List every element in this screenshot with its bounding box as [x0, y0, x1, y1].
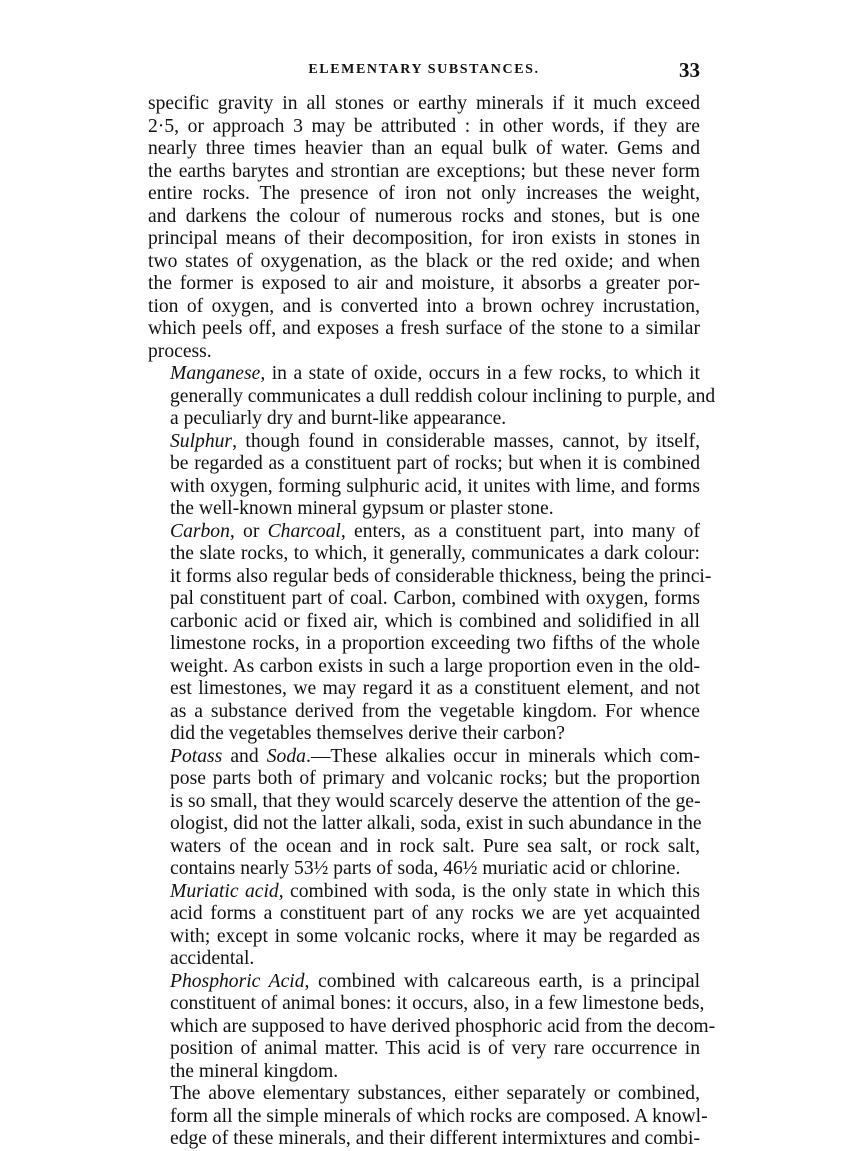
paragraph — [148, 93, 700, 363]
paragraph — [148, 1083, 708, 1151]
text-line — [148, 903, 700, 926]
text-line — [148, 431, 700, 454]
text-line — [148, 206, 700, 229]
text-segment: a peculiarly dry and burnt-like appearance. — [170, 408, 507, 429]
text-segment: , in a state of oxide, occurs in a few rocks, to which it — [260, 363, 700, 384]
text-line — [148, 341, 700, 364]
text-line — [148, 971, 700, 994]
text-line — [148, 183, 700, 206]
text-line — [148, 453, 700, 476]
text-segment: accidental. — [170, 948, 255, 969]
text-segment: constituent of animal bones: it occurs, also, in a few limestone beds, — [170, 993, 705, 1014]
text-line — [148, 318, 700, 341]
italic-term: Soda — [266, 745, 306, 767]
text-segment: the well-known mineral gypsum or plaster stone. — [170, 498, 554, 519]
text-line — [148, 588, 700, 611]
text-line — [148, 385, 716, 409]
text-line — [148, 948, 700, 971]
paragraph — [148, 881, 700, 971]
text-segment: did the vegetables themselves derive their carbon? — [170, 723, 565, 744]
running-title: ELEMENTARY SUBSTANCES. — [308, 62, 540, 77]
text-line — [148, 296, 700, 319]
text-line — [148, 1015, 716, 1039]
text-segment: The above elementary substances, either separately or combined, — [170, 1083, 700, 1104]
text-segment: form all the simple minerals of which rocks are composed. A knowl- — [170, 1105, 708, 1127]
text-segment: the mineral kingdom. — [170, 1060, 339, 1082]
italic-term: Charcoal — [267, 520, 341, 542]
text-line — [148, 476, 700, 499]
text-segment: principal means of their decomposition, for iron exists in stones in — [148, 228, 700, 249]
text-line — [148, 161, 700, 184]
text-segment: entire rocks. The presence of iron not only increases the weight, — [148, 183, 700, 204]
text-line — [148, 813, 700, 836]
text-segment: .—These alkalies occur in minerals which com- — [305, 745, 700, 767]
text-segment: est limestones, we may regard it as a constituent element, and not — [170, 678, 700, 699]
text-segment: as a substance derived from the vegetable kingdom. For whence — [170, 700, 700, 722]
text-segment: contains nearly 53½ parts of soda, 46½ muriatic acid or chlorine. — [170, 858, 681, 879]
text-line — [148, 836, 700, 859]
running-head — [148, 58, 700, 88]
italic-term: Muriatic acid — [170, 880, 279, 902]
text-line — [148, 926, 700, 949]
text-line — [148, 273, 700, 296]
paragraph — [148, 970, 716, 1084]
text-segment: waters of the ocean and in rock salt. Pure sea salt, or rock salt, — [170, 835, 700, 857]
text-line — [148, 565, 712, 589]
text-line — [148, 746, 700, 769]
text-segment: pal constituent part of coal. Carbon, combined with oxygen, forms — [170, 588, 700, 609]
body-text — [148, 93, 716, 1151]
text-segment: ologist, did not the latter alkali, soda, exist in such abundance in the — [170, 813, 702, 834]
text-line — [148, 498, 700, 521]
text-line — [148, 678, 700, 701]
text-segment: , enters, as a constituent part, into many of — [340, 520, 700, 542]
text-segment: position of animal matter. This acid is of very rare occurrence in — [170, 1038, 700, 1059]
text-line — [148, 768, 700, 791]
italic-term: Carbon — [170, 520, 230, 542]
text-segment: , combined with soda, is the only state in which this — [278, 880, 700, 902]
text-segment: generally communicates a dull reddish colour inclining to purple, and — [170, 385, 716, 407]
text-line — [148, 521, 700, 544]
text-line — [148, 228, 700, 251]
text-line — [148, 1083, 700, 1106]
text-segment: which are supposed to have derived phosphoric acid from the decom- — [170, 1015, 716, 1037]
text-segment: with; except in some volcanic rocks, where it may be regarded as — [170, 925, 700, 947]
text-line — [148, 93, 700, 116]
text-segment: , though found in considerable masses, cannot, by itself, — [232, 430, 700, 452]
text-line — [148, 408, 700, 431]
paragraph — [148, 520, 712, 746]
text-segment: two states of oxygenation, as the black or the red oxide; and when — [148, 250, 700, 272]
text-segment: is so small, that they would scarcely deserve the attention of the ge- — [170, 790, 701, 812]
text-segment: and — [222, 745, 267, 767]
text-segment: and darkens the colour of numerous rocks and stones, but is one — [148, 205, 700, 227]
text-line — [148, 251, 700, 274]
text-segment: the slate rocks, to which, it generally, communicates a dark colour: — [170, 543, 700, 564]
text-line — [148, 881, 700, 904]
text-segment: which peels off, and exposes a fresh surface of the stone to a similar — [148, 318, 700, 339]
text-segment: be regarded as a constituent part of rocks; but when it is combined — [170, 453, 700, 474]
text-line — [148, 1105, 708, 1129]
text-segment: nearly three times heavier than an equal bulk of water. Gems and — [148, 138, 700, 159]
text-segment: with oxygen, forming sulphuric acid, it unites with lime, and forms — [170, 475, 700, 497]
text-segment: edge of these minerals, and their different intermixtures and combi- — [170, 1128, 700, 1149]
text-segment: it forms also regular beds of considerable thickness, being the princi- — [170, 565, 712, 587]
text-segment: specific gravity in all stones or earthy minerals if it much exceed — [148, 93, 700, 114]
text-line — [148, 543, 700, 566]
text-segment: acid forms a constituent part of any rocks we are yet acquainted — [170, 903, 700, 924]
text-segment: the former is exposed to air and moisture, it absorbs a greater por- — [148, 273, 700, 294]
text-segment: limestone rocks, in a proportion exceeding two fifths of the whole — [170, 633, 700, 654]
paragraph — [148, 431, 700, 521]
text-line — [148, 858, 700, 881]
text-line — [148, 633, 700, 656]
text-segment: process. — [148, 340, 212, 362]
text-segment: tion of oxygen, and is converted into a brown ochrey incrustation, — [148, 295, 700, 317]
italic-term: Manganese — [170, 363, 261, 384]
text-segment: 2·5, or approach 3 may be attributed : in other words, if they are — [148, 115, 700, 137]
italic-term: Sulphur — [170, 430, 233, 452]
italic-term: Potass — [170, 745, 223, 767]
text-line — [148, 1038, 700, 1061]
text-segment: weight. As carbon exists in such a large proportion even in the old- — [170, 655, 700, 677]
text-line — [148, 993, 705, 1016]
text-line — [148, 656, 700, 679]
text-segment: pose parts both of primary and volcanic rocks; but the proportion — [170, 768, 700, 789]
paragraph — [148, 363, 716, 431]
text-line — [148, 723, 700, 746]
text-line — [148, 1061, 700, 1084]
text-segment: carbonic acid or fixed air, which is combined and solidified in all — [170, 610, 700, 632]
text-line — [148, 611, 700, 634]
text-line — [148, 116, 700, 139]
text-line — [148, 363, 700, 386]
text-line — [148, 791, 700, 814]
paragraph — [148, 746, 700, 881]
text-segment: , or — [229, 520, 268, 542]
text-segment: , combined with calcareous earth, is a principal — [304, 970, 701, 992]
text-line — [148, 138, 700, 161]
page-number: 33 — [679, 58, 700, 82]
italic-term: Phosphoric Acid — [170, 970, 305, 992]
text-segment: the earths barytes and strontian are exceptions; but these never form — [148, 160, 700, 182]
text-line — [148, 701, 700, 724]
text-line — [148, 1128, 700, 1151]
